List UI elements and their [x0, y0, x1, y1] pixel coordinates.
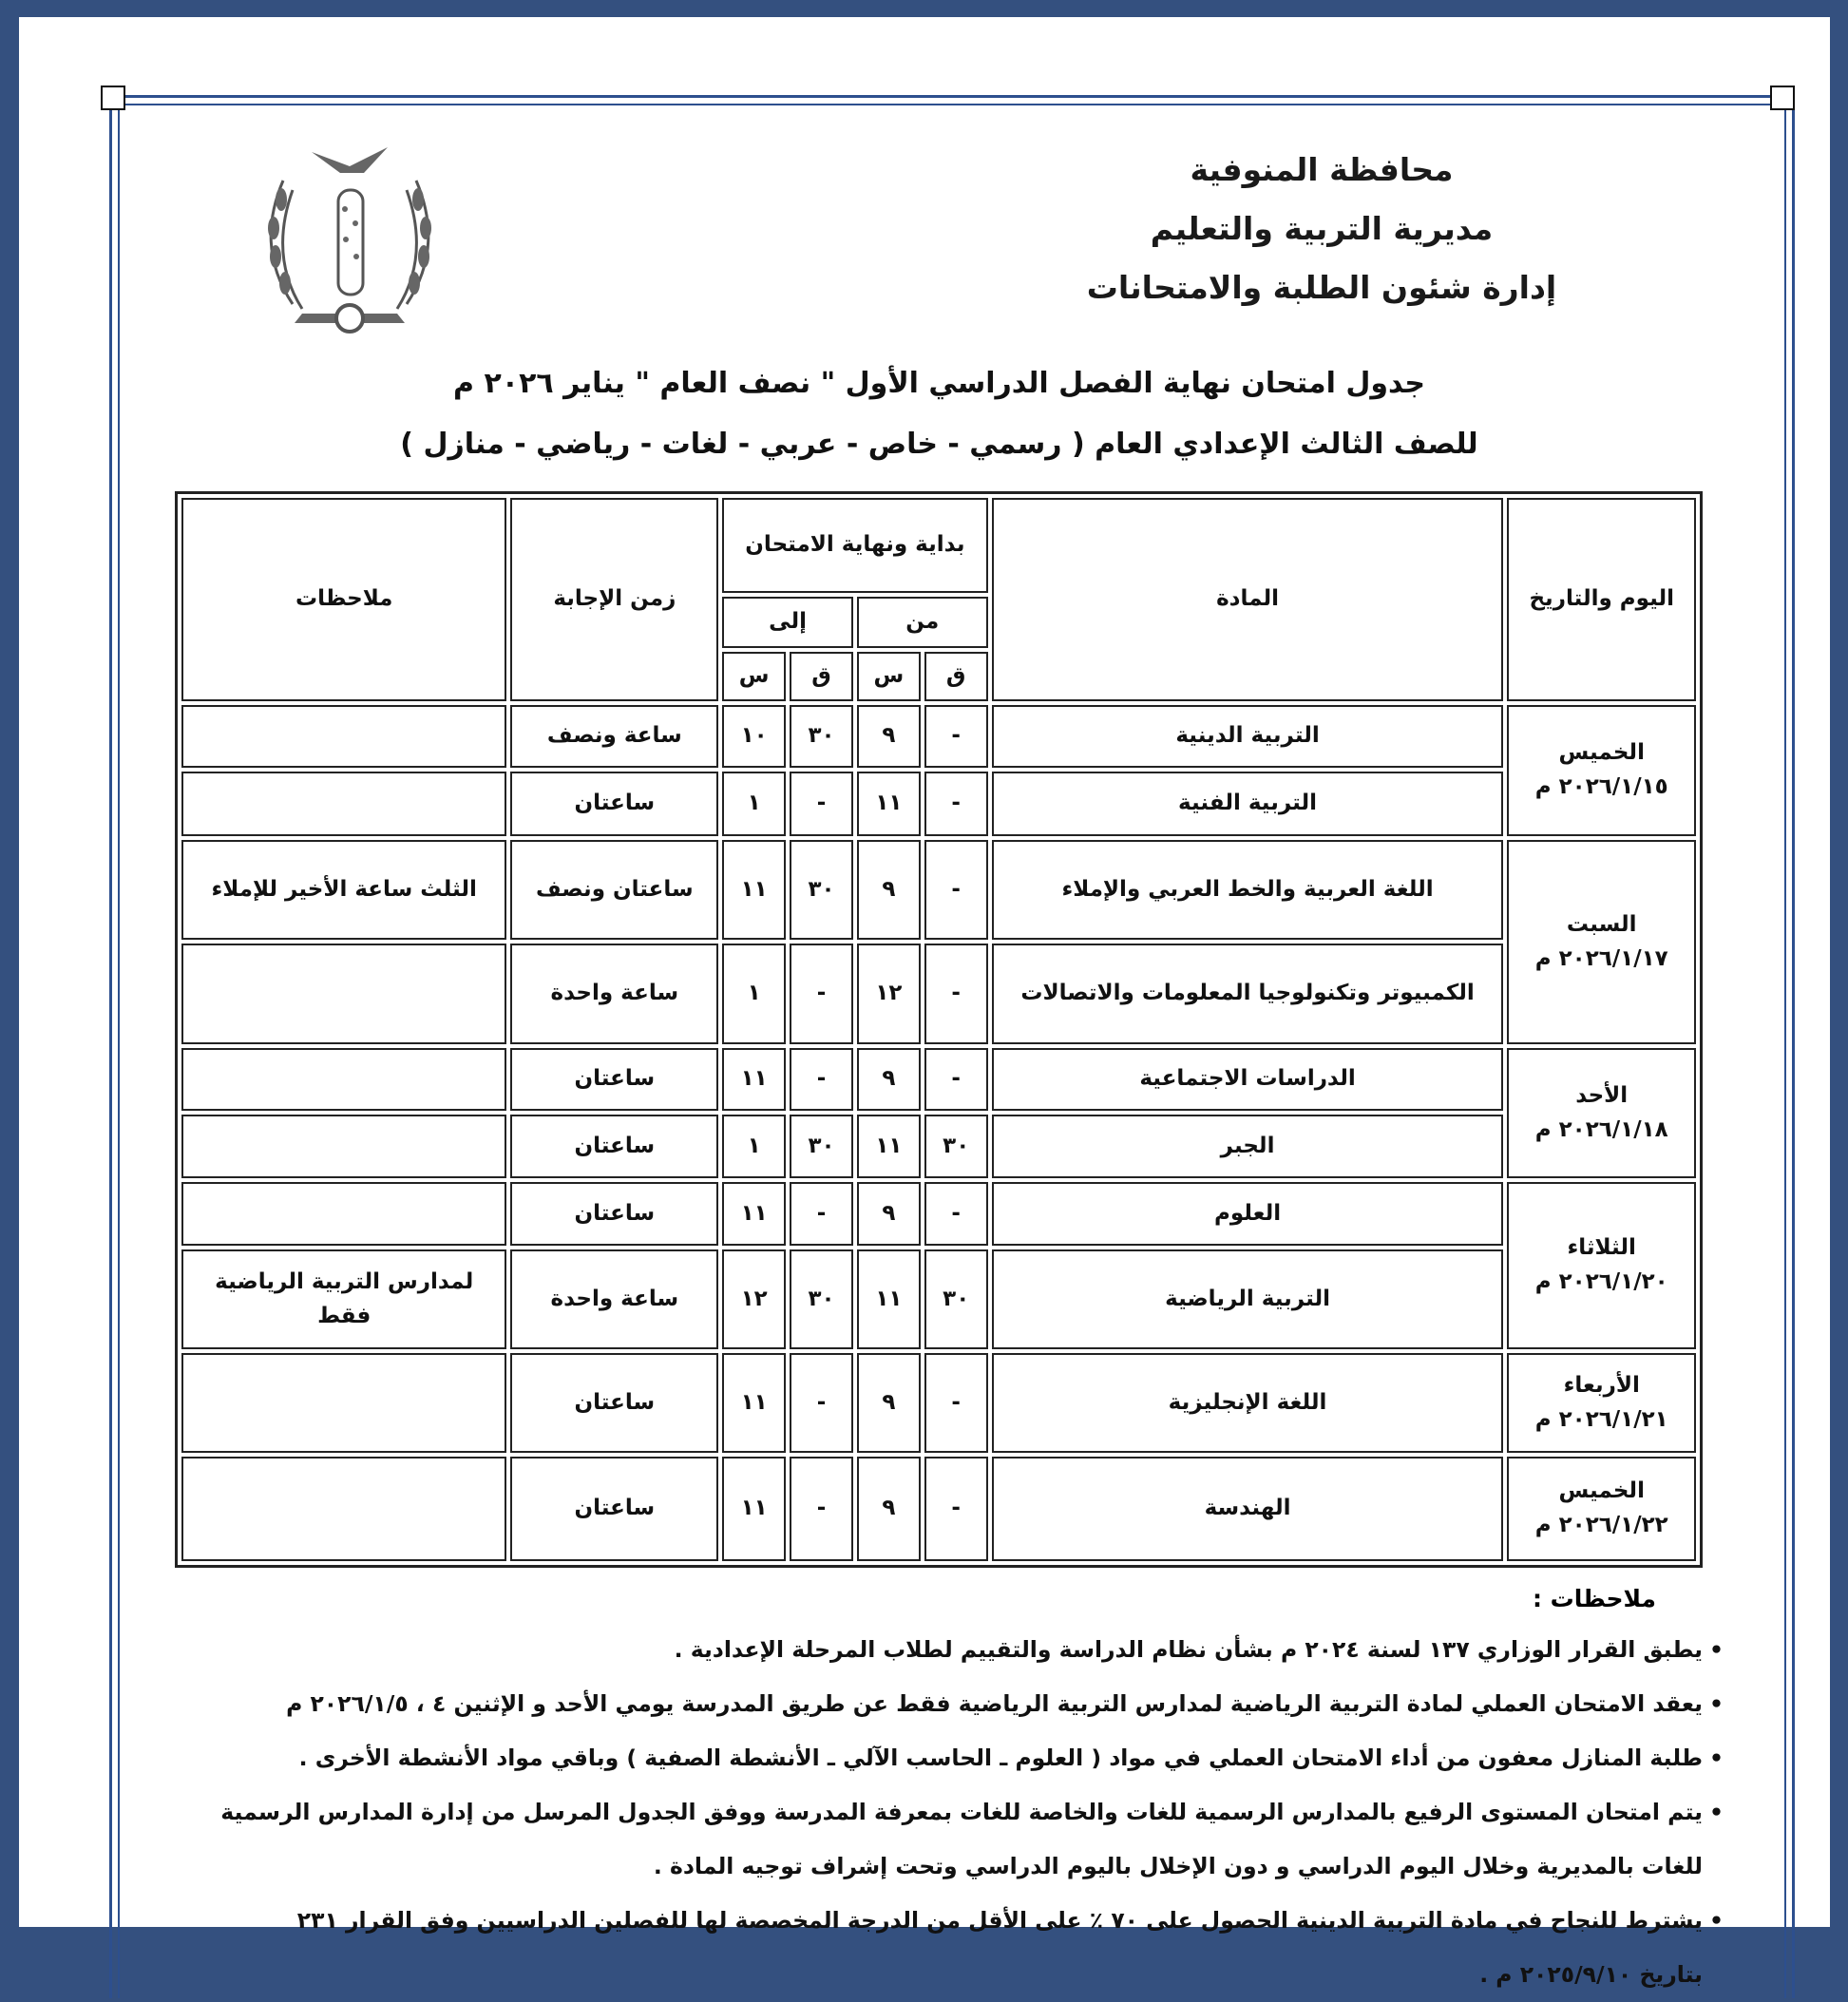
to-hour-cell: ١ — [722, 1115, 786, 1178]
to-hour-cell: ١١ — [722, 840, 786, 940]
day-name: الأربعاء — [1563, 1372, 1640, 1398]
department-name: إدارة شئون الطلبة والامتحانات — [1086, 269, 1557, 306]
from-hour-cell: ٩ — [857, 1048, 921, 1111]
bullet-icon: • — [1708, 1690, 1724, 1717]
subject-cell: الدراسات الاجتماعية — [992, 1048, 1504, 1111]
subject-cell: العلوم — [992, 1182, 1504, 1246]
bullet-icon: • — [1708, 1799, 1724, 1825]
bullet-icon: • — [1708, 1907, 1724, 1934]
table-row — [181, 705, 1696, 768]
from-minute-cell: - — [924, 1353, 988, 1453]
from-minute-cell: - — [924, 944, 988, 1044]
day-name: الثلاثاء — [1567, 1235, 1636, 1261]
remarks-cell — [181, 944, 506, 1044]
day-date-cell — [1507, 1182, 1696, 1349]
table-row — [181, 1353, 1696, 1453]
to-minute-cell: - — [790, 1182, 853, 1246]
from-minute-cell: - — [924, 705, 988, 768]
note-item: •يتم امتحان المستوى الرفيع بالمدارس الرسمية للغات والخاصة للغات بمعرفة المدرسة ووفق الجدول المرسل من إدارة المدارس الرسمية — [89, 1785, 1724, 1840]
from-minute-cell: - — [924, 1182, 988, 1246]
table-row — [181, 1457, 1696, 1561]
subject-cell: التربية الدينية — [992, 705, 1504, 768]
table-row — [181, 1249, 1696, 1349]
directorate-name: مديرية التربية والتعليم — [1150, 210, 1494, 247]
duration-cell: ساعتان — [510, 772, 718, 836]
table-row — [181, 944, 1696, 1044]
header-day-date: اليوم والتاريخ — [1507, 498, 1696, 701]
day-name: الأحد — [1575, 1082, 1629, 1108]
to-hour-cell: ١ — [722, 772, 786, 836]
exam-date: ٢٠٢٦/١/١٧ م — [1534, 945, 1668, 971]
subject-cell: الكمبيوتر وتكنولوجيا المعلومات والاتصالات — [992, 944, 1504, 1044]
exam-date: ٢٠٢٦/١/١٥ م — [1534, 774, 1668, 799]
exam-schedule-table — [175, 491, 1703, 1568]
subject-cell: التربية الرياضية — [992, 1249, 1504, 1349]
exam-date: ٢٠٢٦/١/٢٠ م — [1534, 1269, 1668, 1294]
document-page — [19, 17, 1830, 1988]
duration-cell: ساعتان — [510, 1115, 718, 1178]
note-item: •يطبق القرار الوزاري ١٣٧ لسنة ٢٠٢٤ م بشأن نظام الدراسة والتقييم لطلاب المرحلة الإعدادية . — [89, 1623, 1724, 1677]
to-minute-cell: - — [790, 1048, 853, 1111]
duration-cell: ساعة واحدة — [510, 944, 718, 1044]
header-to: إلى — [722, 597, 853, 648]
remarks-cell — [181, 1048, 506, 1111]
header-to-minute: ق — [790, 652, 853, 701]
to-minute-cell: ٣٠ — [790, 705, 853, 768]
day-date-cell — [1507, 1048, 1696, 1178]
remarks-cell — [181, 772, 506, 836]
to-hour-cell: ١١ — [722, 1353, 786, 1453]
from-hour-cell: ٩ — [857, 840, 921, 940]
note-item-continued: للغات بالمديرية وخلال اليوم الدراسي و دون الإخلال باليوم الدراسي وتحت إشراف توجيه المادة . — [653, 1853, 1703, 1879]
day-name: الخميس — [1558, 740, 1645, 766]
remarks-cell: الثلث ساعة الأخير للإملاء — [181, 840, 506, 940]
day-name: الخميس — [1558, 1478, 1645, 1504]
to-hour-cell: ١٠ — [722, 705, 786, 768]
remarks-cell — [181, 1457, 506, 1561]
bullet-icon: • — [1708, 1636, 1724, 1663]
to-minute-cell: ٣٠ — [790, 1115, 853, 1178]
border-corner — [1770, 86, 1795, 110]
to-hour-cell: ١١ — [722, 1457, 786, 1561]
day-date-cell — [1507, 1353, 1696, 1453]
table-row — [181, 1048, 1696, 1111]
from-hour-cell: ١١ — [857, 772, 921, 836]
duration-cell: ساعتان — [510, 1353, 718, 1453]
header-start-end: بداية ونهاية الامتحان — [722, 498, 987, 593]
from-minute-cell: ٣٠ — [924, 1249, 988, 1349]
organization-header — [1075, 141, 1569, 317]
remarks-cell — [181, 705, 506, 768]
header-duration: زمن الإجابة — [510, 498, 718, 701]
exam-date: ٢٠٢٦/١/١٨ م — [1534, 1116, 1668, 1142]
from-minute-cell: - — [924, 1457, 988, 1561]
border-corner — [101, 86, 125, 110]
header-remarks: ملاحظات — [181, 498, 506, 701]
from-minute-cell: ٣٠ — [924, 1115, 988, 1178]
to-hour-cell: ١ — [722, 944, 786, 1044]
table-row — [181, 1115, 1696, 1178]
day-date-cell — [1507, 840, 1696, 1044]
note-item: •طلبة المنازل معفون من أداء الامتحان العملي في مواد ( العلوم ـ الحاسب الآلي ـ الأنشطة الصفية ) وباقي مواد الأنشطة الأخرى . — [89, 1731, 1724, 1785]
to-minute-cell: - — [790, 1353, 853, 1453]
subject-cell: الهندسة — [992, 1457, 1504, 1561]
to-hour-cell: ١١ — [722, 1048, 786, 1111]
exam-date: ٢٠٢٦/١/٢١ م — [1534, 1406, 1668, 1432]
from-hour-cell: ٩ — [857, 1353, 921, 1453]
subject-cell: اللغة الإنجليزية — [992, 1353, 1504, 1453]
header-subject: المادة — [992, 498, 1504, 701]
table-row — [181, 772, 1696, 836]
schedule-title: جدول امتحان نهاية الفصل الدراسي الأول " نصف العام " يناير ٢٠٢٦ م — [453, 367, 1425, 400]
day-name: السبت — [1566, 911, 1637, 937]
duration-cell: ساعتان — [510, 1048, 718, 1111]
from-hour-cell: ٩ — [857, 1182, 921, 1246]
to-minute-cell: - — [790, 772, 853, 836]
to-minute-cell: ٣٠ — [790, 1249, 853, 1349]
header-from-hour: س — [857, 652, 921, 701]
subject-cell: الجبر — [992, 1115, 1504, 1178]
note-item: •يعقد الامتحان العملي لمادة التربية الرياضية لمدارس التربية الرياضية فقط عن طريق المدرسة يومي الأحد و الإثنين ٤ ، ٢٠٢٦/١/٥ م — [89, 1677, 1724, 1731]
remarks-cell — [181, 1115, 506, 1178]
to-minute-cell: ٣٠ — [790, 840, 853, 940]
emblem-logo — [236, 133, 464, 342]
from-minute-cell: - — [924, 772, 988, 836]
header-from: من — [857, 597, 988, 648]
duration-cell: ساعتان — [510, 1182, 718, 1246]
duration-cell: ساعة ونصف — [510, 705, 718, 768]
note-item: •يشترط للنجاح في مادة التربية الدينية الحصول على ٧٠ ٪ على الأقل من الدرجة المخصصة لها للفصلين الدراسيين وفق القرار ٢٣١ — [89, 1894, 1724, 1948]
table-row — [181, 840, 1696, 940]
remarks-cell — [181, 1182, 506, 1246]
header-from-minute: ق — [924, 652, 988, 701]
to-hour-cell: ١٢ — [722, 1249, 786, 1349]
notes-title: ملاحظات : — [1532, 1585, 1656, 1612]
remarks-cell — [181, 1353, 506, 1453]
exam-date: ٢٠٢٦/١/٢٢ م — [1534, 1513, 1668, 1537]
header-to-hour: س — [722, 652, 786, 701]
subject-cell: اللغة العربية والخط العربي والإملاء — [992, 840, 1504, 940]
duration-cell: ساعتان — [510, 1457, 718, 1561]
notes-list — [89, 1623, 1724, 2002]
bullet-icon: • — [1708, 1745, 1724, 1771]
table-row — [181, 1182, 1696, 1246]
day-date-cell — [1507, 705, 1696, 836]
from-minute-cell: - — [924, 1048, 988, 1111]
to-hour-cell: ١١ — [722, 1182, 786, 1246]
to-minute-cell: - — [790, 944, 853, 1044]
from-hour-cell: ٩ — [857, 705, 921, 768]
subject-cell: التربية الفنية — [992, 772, 1504, 836]
schedule-subtitle: للصف الثالث الإعدادي العام ( رسمي - خاص - عربي - لغات - رياضي - منازل ) — [400, 428, 1478, 461]
from-hour-cell: ٩ — [857, 1457, 921, 1561]
from-hour-cell: ١١ — [857, 1115, 921, 1178]
duration-cell: ساعتان ونصف — [510, 840, 718, 940]
from-hour-cell: ١٢ — [857, 944, 921, 1044]
to-minute-cell: - — [790, 1457, 853, 1561]
note-item-continued: بتاريخ ٢٠٢٥/٩/١٠ م . — [1479, 1961, 1703, 1988]
from-hour-cell: ١١ — [857, 1249, 921, 1349]
day-date-cell — [1507, 1457, 1696, 1561]
from-minute-cell: - — [924, 840, 988, 940]
duration-cell: ساعة واحدة — [510, 1249, 718, 1349]
remarks-cell: لمدارس التربية الرياضية فقط — [181, 1249, 506, 1349]
governorate-name: محافظة المنوفية — [1190, 151, 1454, 188]
